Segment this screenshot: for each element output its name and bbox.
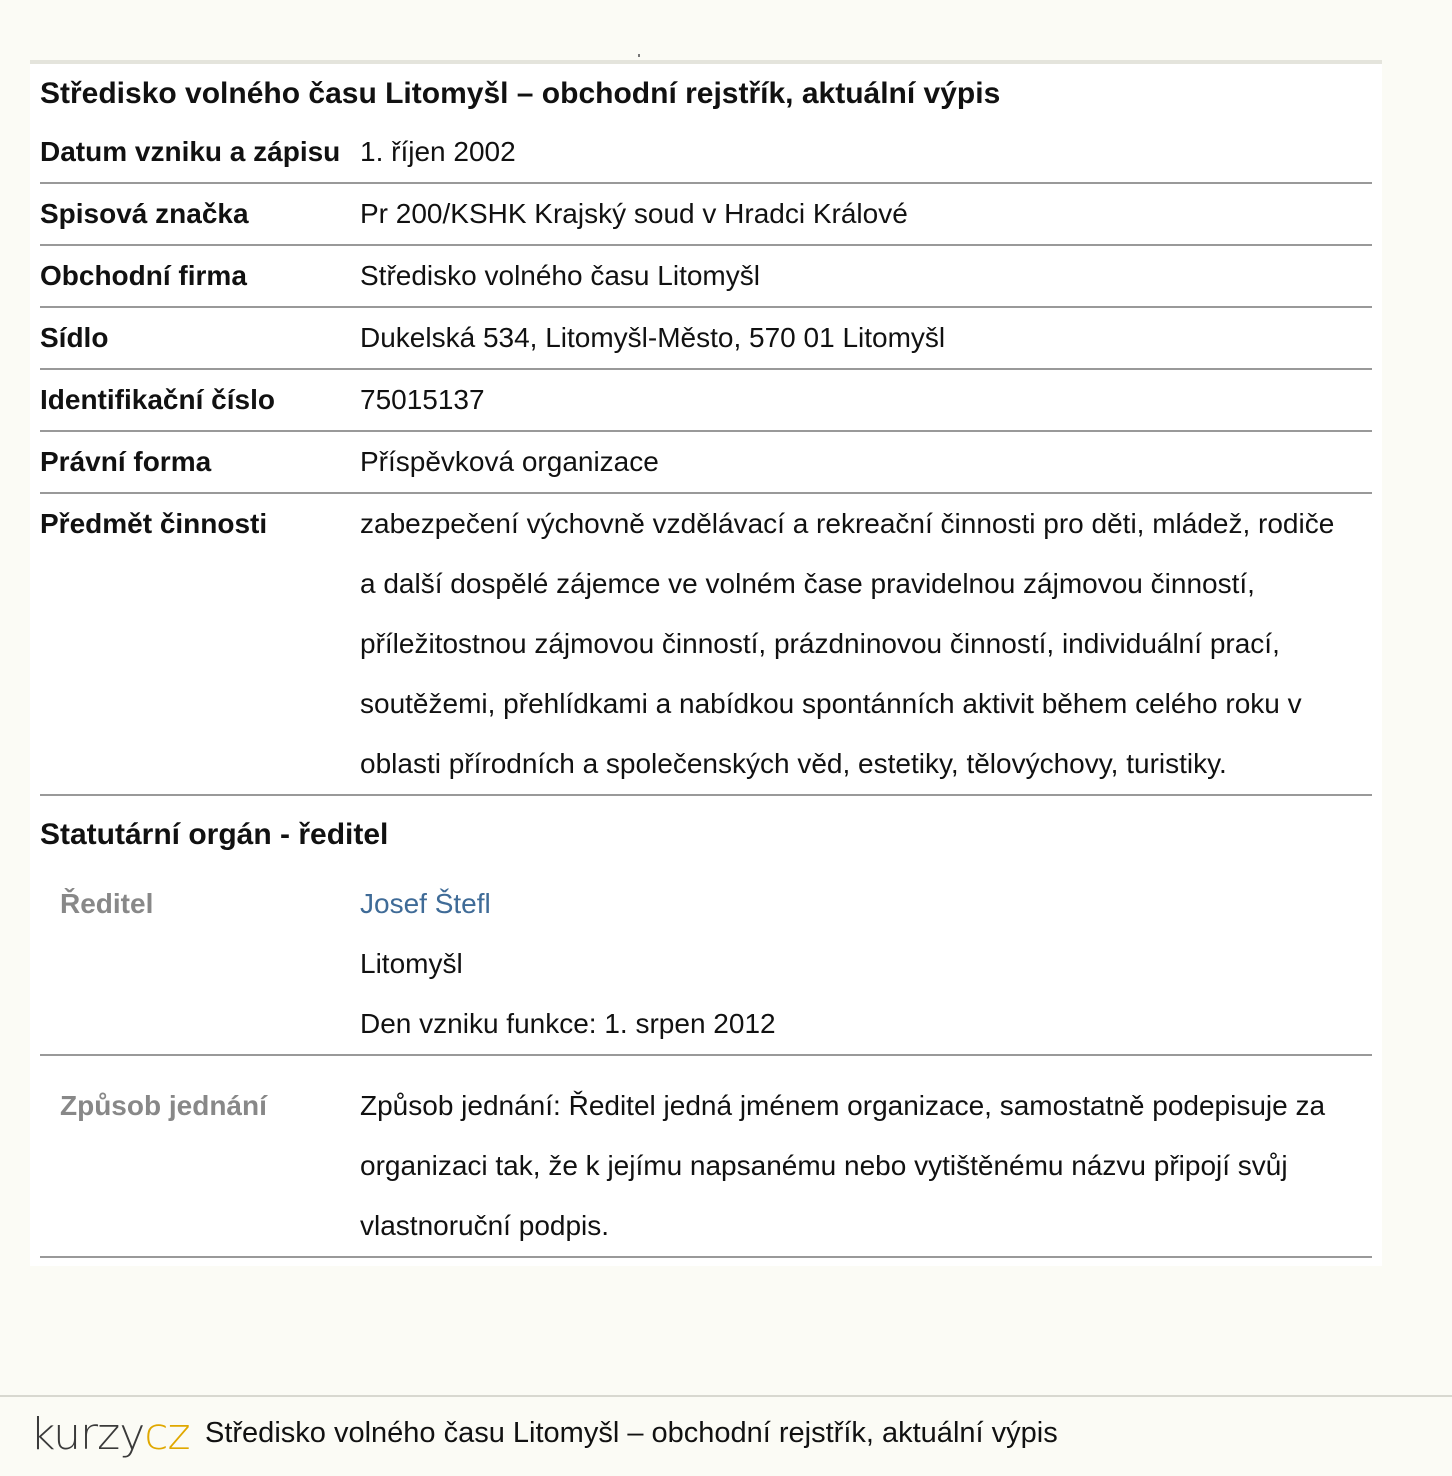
row-value: zabezpečení výchovně vzdělávací a rekreační činnosti pro děti, mládež, rodiče a další dospělé zájemce ve volném čase pravidelnou zájmovou činností, příležitostnou zájmovou činností, prázdninovou činností, individuální prací, soutěžemi, přehlídkami a nabídkou spontánních aktivit během celého roku v oblasti přírodních a společenských věd, estetiky, tělovýchovy, turistiky. (360, 508, 1335, 779)
row-ico (40, 370, 1372, 432)
row-value: 1. říjen 2002 (360, 136, 516, 167)
row-value: Způsob jednání: Ředitel jedná jménem organizace, samostatně podepisuje za organizaci tak, že k jejímu napsanému nebo vytištěnému názvu připojí svůj vlastnoruční podpis. (360, 1090, 1326, 1241)
row-label: Ředitel (60, 888, 154, 919)
footer-title: Středisko volného času Litomyšl – obchodní rejstřík, aktuální výpis (205, 1417, 1058, 1449)
footer-bar (0, 1395, 1452, 1476)
director-since: Den vzniku funkce: 1. srpen 2012 (360, 1008, 776, 1039)
row-spisova-znacka (40, 184, 1372, 246)
row-label: Identifikační číslo (40, 384, 275, 415)
director-name-link[interactable]: Josef Štefl (360, 888, 491, 919)
row-value: Příspěvková organizace (360, 446, 659, 477)
row-predmet-cinnosti (40, 494, 1372, 796)
row-value: Středisko volného času Litomyšl (360, 260, 760, 291)
row-label: Způsob jednání (60, 1090, 267, 1121)
row-value: Pr 200/KSHK Krajský soud v Hradci Králové (360, 198, 908, 229)
statutory-heading: Statutární orgán - ředitel (40, 818, 389, 851)
page-title: Středisko volného času Litomyšl – obchodní rejstřík, aktuální výpis (40, 77, 1001, 110)
row-pravni-forma (40, 432, 1372, 494)
row-value: 75015137 (360, 384, 485, 415)
row-value: Dukelská 534, Litomyšl-Město, 570 01 Litomyšl (360, 322, 946, 353)
row-obchodni-firma (40, 246, 1372, 308)
top-tick-mark (638, 54, 640, 57)
row-label: Datum vzniku a zápisu (40, 136, 341, 167)
row-label: Spisová značka (40, 198, 249, 229)
row-label: Obchodní firma (40, 260, 247, 291)
row-zpusob-jednani (40, 1056, 1372, 1258)
registry-extract-panel (30, 60, 1382, 1266)
row-label: Sídlo (40, 322, 109, 353)
row-reditel (40, 874, 1372, 1056)
kurzy-cz-logo[interactable]: kurzycz (30, 1409, 190, 1460)
director-city: Litomyšl (360, 948, 463, 979)
row-sidlo (40, 308, 1372, 370)
row-label: Předmět činnosti (40, 508, 268, 539)
row-label: Právní forma (40, 446, 212, 477)
row-datum-vzniku (40, 122, 1372, 184)
director-info (360, 874, 1372, 1054)
